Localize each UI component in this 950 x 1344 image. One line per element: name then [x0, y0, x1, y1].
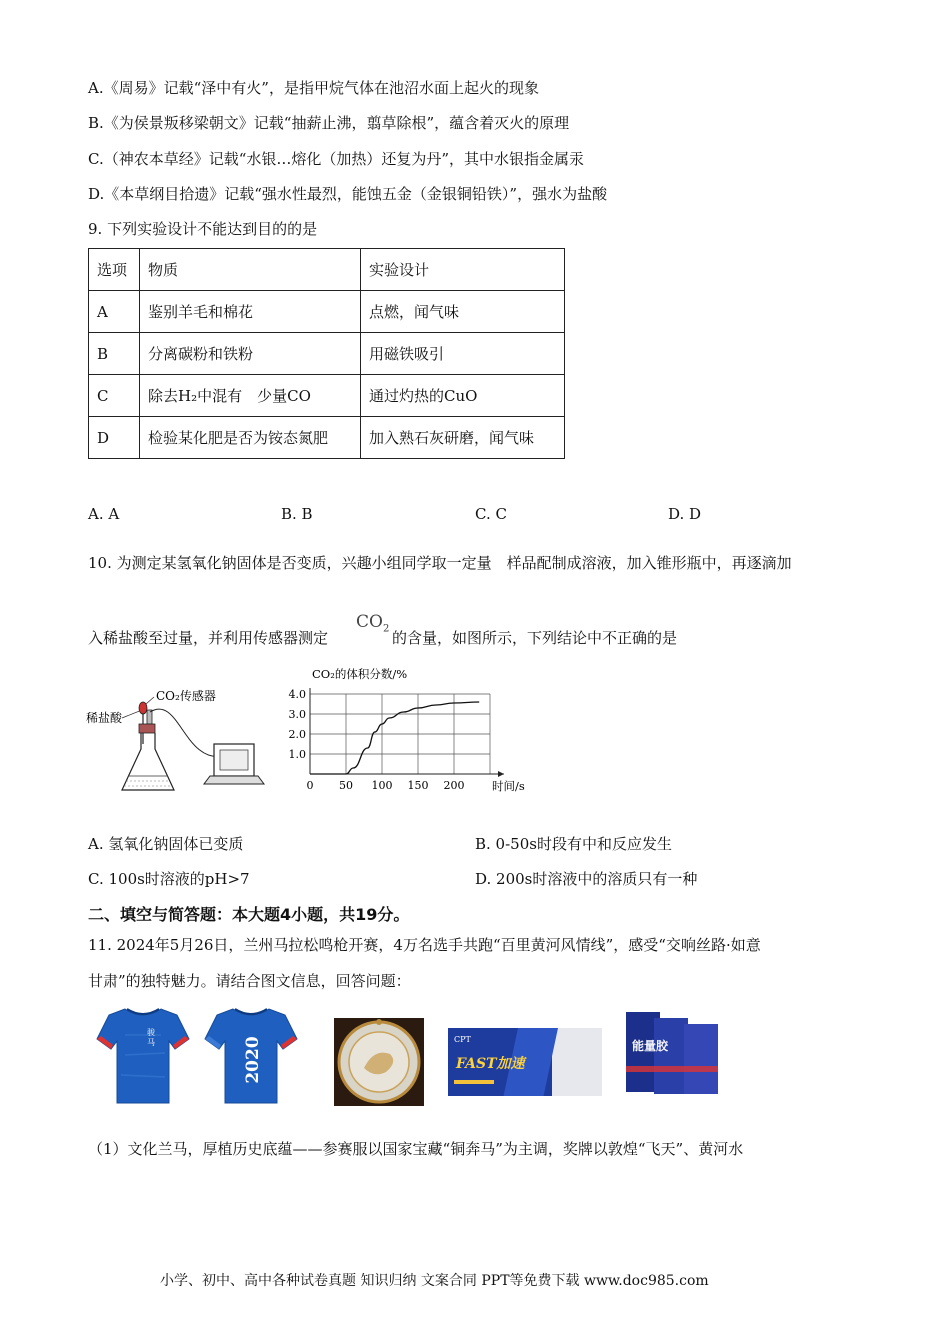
q9-table — [88, 248, 565, 459]
q10-choice-d: D. 200s时溶液中的溶质只有一种 — [475, 870, 698, 888]
cell-substance: 检验某化肥是否为铵态氮肥 — [140, 417, 361, 459]
chart-x-tick-label: 0 — [306, 779, 314, 792]
header-option: 选项 — [89, 249, 140, 291]
cell-option: C — [89, 375, 140, 417]
q8-option-b: B.《为侯景叛移梁朝文》记载“抽薪止沸，翦草除根”，蕴含着灭火的原理 — [88, 114, 570, 132]
chart-x-tick-label: 150 — [407, 779, 429, 792]
cell-design: 用磁铁吸引 — [361, 333, 565, 375]
q9-choice-a: A. A — [88, 505, 120, 523]
q9-choice-b: B. B — [281, 505, 313, 523]
q8-option-a: A.《周易》记载“泽中有火”，是指甲烷气体在池沼水面上起火的现象 — [88, 79, 539, 97]
card-brand: CPT — [454, 1035, 471, 1044]
cell-option: D — [89, 417, 140, 459]
q10-stem-line1: 10. 为测定某氢氧化钠固体是否变质，兴趣小组同学取一定量 样品配制成溶液，加入锥形瓶中，再逐滴加 — [88, 554, 792, 572]
shirt-back-image — [203, 1005, 299, 1105]
chart-ylabel: CO₂的体积分数/% — [312, 667, 408, 681]
chart-y-tick-label: 2.0 — [288, 728, 306, 741]
chart-x-tick-label: 100 — [371, 779, 393, 792]
cell-design: 通过灼热的CuO — [361, 375, 565, 417]
header-design: 实验设计 — [361, 249, 565, 291]
table-header-row — [89, 249, 565, 291]
co2-formula — [356, 612, 389, 634]
svg-text:马: 马 — [147, 1038, 155, 1047]
table-row — [89, 417, 565, 459]
chart-y-tick-label: 3.0 — [288, 708, 306, 721]
cell-design: 加入熟石灰研磨，闻气味 — [361, 417, 565, 459]
co2-chart — [284, 662, 544, 804]
q10-choice-c: C. 100s时溶液的pH>7 — [88, 870, 250, 888]
shirt-number: 2020 — [243, 1036, 263, 1084]
q11-line2: 甘肃”的独特魅力。请结合图文信息，回答问题： — [88, 972, 411, 990]
q10-stem-line2b: 的含量，如图所示，下列结论中不正确的是 — [392, 629, 678, 647]
q10-choice-a: A. 氢氧化钠固体已变质 — [88, 835, 244, 853]
apparatus-diagram — [84, 684, 284, 802]
chart-x-tick-label: 50 — [339, 779, 353, 792]
cell-design: 点燃，闻气味 — [361, 291, 565, 333]
cell-substance: 分离碳粉和铁粉 — [140, 333, 361, 375]
chart-x-arrow — [498, 771, 504, 777]
q11-line1: 11. 2024年5月26日，兰州马拉松鸣枪开赛，4万名选手共跑“百里黄河风情线”，感受“交响丝路·如意 — [88, 936, 761, 954]
cell-substance: 鉴别羊毛和棉花 — [140, 291, 361, 333]
svg-text:骏: 骏 — [147, 1028, 155, 1037]
q10-choice-b: B. 0-50s时段有中和反应发生 — [475, 835, 672, 853]
shirt-front-image — [95, 1005, 191, 1105]
q8-option-c: C.（神农本草经》记载“水银…熔化（加热）还复为丹”，其中水银指金属汞 — [88, 150, 585, 168]
acid-label: 稀盐酸 — [86, 711, 123, 725]
co2-main: CO — [356, 612, 383, 632]
header-substance: 物质 — [140, 249, 361, 291]
q9-stem: 9. 下列实验设计不能达到目的的是 — [88, 220, 318, 238]
q9-choice-c: C. C — [475, 505, 507, 523]
chart-y-tick-label: 1.0 — [288, 748, 306, 761]
q9-choice-d: D. D — [668, 505, 702, 523]
sensor-label: CO₂传感器 — [156, 689, 216, 703]
cell-option: A — [89, 291, 140, 333]
medal-image — [334, 1018, 424, 1106]
energy-card-image — [448, 1028, 602, 1096]
cell-option: B — [89, 333, 140, 375]
q8-option-d: D.《本草纲目拾遗》记载“强水性最烈，能蚀五金（金银铜铅铁）”，强水为盐酸 — [88, 185, 608, 203]
chart-x-tick-label: 200 — [443, 779, 465, 792]
table-row — [89, 333, 565, 375]
gel-text: 能量胶 — [632, 1039, 669, 1053]
q10-stem-line2a: 入稀盐酸至过量，并利用传感器测定 — [88, 629, 329, 647]
energy-gel-image — [624, 1008, 724, 1096]
table-row — [89, 375, 565, 417]
table-row — [89, 291, 565, 333]
card-text: FAST加速 — [456, 1056, 525, 1072]
co2-sub: 2 — [382, 623, 390, 635]
section-title: 二、填空与简答题：本大题4小题，共19分。 — [88, 905, 410, 924]
chart-xlabel: 时间/s — [492, 779, 525, 793]
page-footer: 小学、初中、高中各种试卷真题 知识归纳 文案合同 PPT等免费下载 www.doc985.com — [160, 1273, 709, 1289]
chart-y-tick-label: 4.0 — [288, 688, 306, 701]
q11-sub1: （1）文化兰马，厚植历史底蕴——参赛服以国家宝藏“铜奔马”为主调，奖牌以敦煌“飞天”、黄河水 — [88, 1140, 744, 1158]
cell-substance: 除去H₂中混有 少量CO — [140, 375, 361, 417]
